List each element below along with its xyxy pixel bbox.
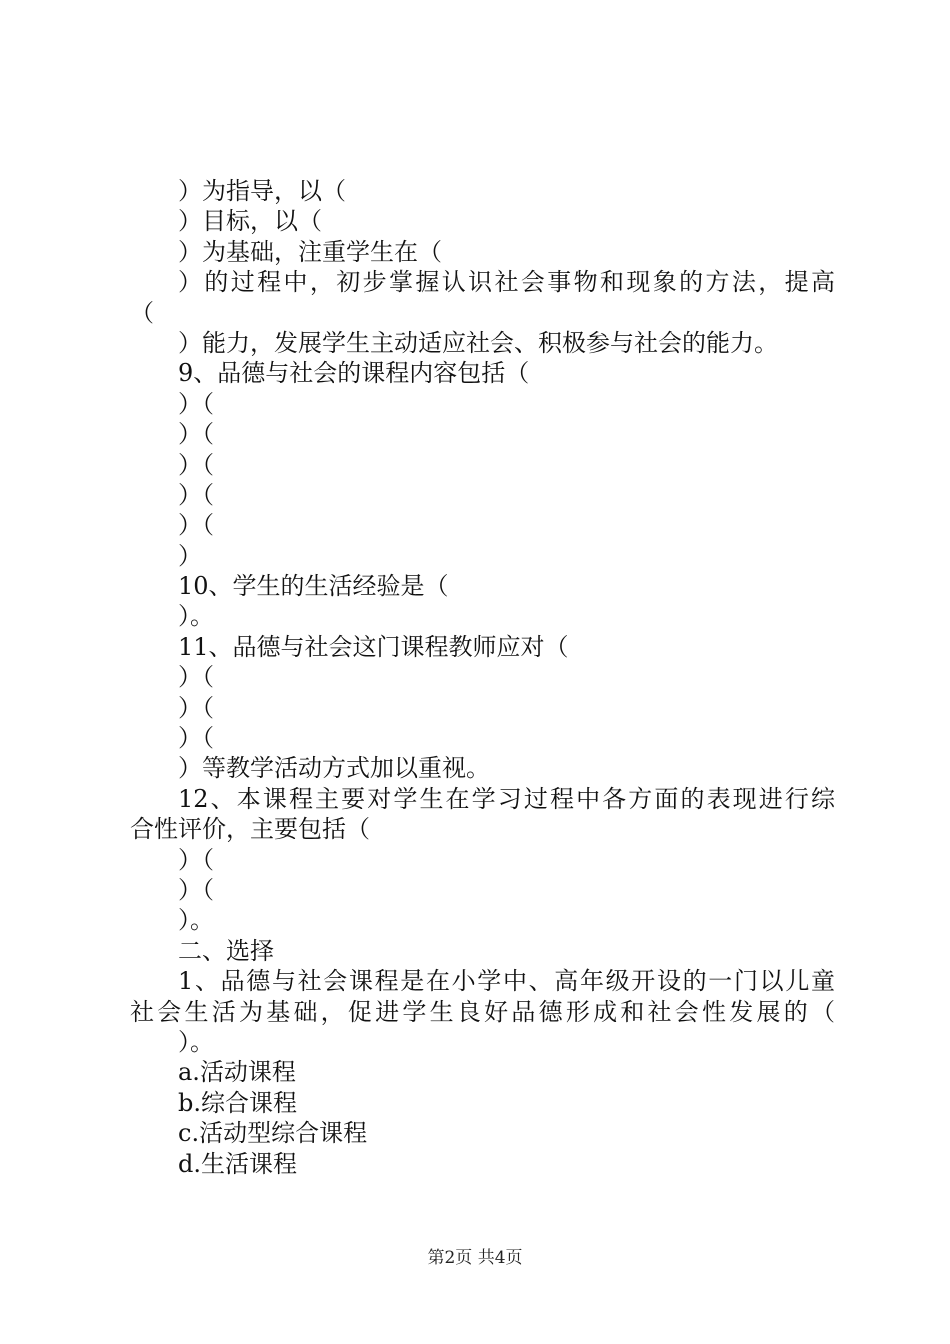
text-line: ）（ <box>178 845 214 874</box>
text-line: ） <box>178 541 202 570</box>
text-line: ）（ <box>178 511 214 540</box>
text-line: ）（ <box>178 663 214 692</box>
text-line: 12、本课程主要对学生在学习过程中各方面的表现进行综 <box>178 784 835 813</box>
text-line: ）（ <box>178 389 214 418</box>
text-line: c.活动型综合课程 <box>178 1119 368 1148</box>
text-line: ）（ <box>178 875 214 904</box>
document-body <box>130 176 835 1179</box>
text-line: ）等教学活动方式加以重视。 <box>178 754 490 783</box>
text-line: 9、品德与社会的课程内容包括（ <box>178 359 530 388</box>
text-line: b.综合课程 <box>178 1088 297 1117</box>
text-line: d.生活课程 <box>178 1149 297 1178</box>
text-line: a.活动课程 <box>178 1058 296 1087</box>
text-line: ）（ <box>178 693 214 722</box>
text-line: ）（ <box>178 450 214 479</box>
text-line: （ <box>130 298 154 327</box>
text-line: 合性评价，主要包括（ <box>130 815 370 844</box>
text-line: 二、选择 <box>178 936 274 965</box>
text-line: ）为基础，注重学生在（ <box>178 237 442 266</box>
text-line: 10、学生的生活经验是（ <box>178 572 449 601</box>
text-line: 社会生活为基础，促进学生良好品德形成和社会性发展的（ <box>130 997 835 1026</box>
page-footer: 第2页 共4页 <box>427 1248 523 1268</box>
text-line: ）。 <box>178 906 214 935</box>
text-line: ）（ <box>178 480 214 509</box>
text-line: ）为指导，以（ <box>178 177 346 205</box>
text-line: ）能力，发展学生主动适应社会、积极参与社会的能力。 <box>178 328 778 357</box>
text-line: ）（ <box>178 420 214 449</box>
text-line: 1、品德与社会课程是在小学中、高年级开设的一门以儿童 <box>178 967 835 996</box>
text-line: ）目标，以（ <box>178 207 322 236</box>
text-line: ）。 <box>178 602 214 631</box>
text-line: 11、品德与社会这门课程教师应对（ <box>178 632 569 661</box>
text-line: ）的过程中，初步掌握认识社会事物和现象的方法，提高 <box>178 268 835 297</box>
text-line: ）。 <box>178 1027 214 1056</box>
text-line: ）（ <box>178 724 214 753</box>
